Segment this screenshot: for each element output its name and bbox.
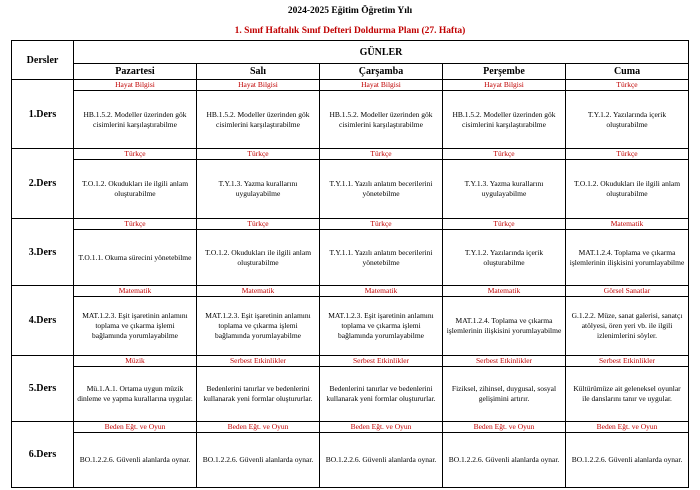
lesson-label: 2.Ders <box>12 149 74 219</box>
objective-text: HB.1.5.2. Modeller üzerinden gök cisimlerini karşılaştırabilme <box>452 109 556 129</box>
plan-cell <box>74 286 197 356</box>
objective-text: BO.1.2.2.6. Güvenli alanlarda oynar. <box>571 455 683 464</box>
lesson-label: 3.Ders <box>12 219 74 286</box>
day-header: Çarşamba <box>320 64 443 80</box>
objective-text: HB.1.5.2. Modeller üzerinden gök cisimlerini karşılaştırabilme <box>206 109 310 129</box>
subject-label: Türkçe <box>320 149 442 160</box>
plan-cell <box>320 356 443 422</box>
plan-cell <box>566 422 689 488</box>
plan-cell <box>443 356 566 422</box>
plan-cell <box>566 80 689 149</box>
subject-label: Hayat Bilgisi <box>320 80 442 91</box>
subject-label: Matematik <box>74 286 196 297</box>
objective-text: HB.1.5.2. Modeller üzerinden gök cisimlerini karşılaştırabilme <box>329 109 433 129</box>
objective-text: T.Y.1.1. Yazılı anlatım becerilerini yönetebilme <box>329 179 433 198</box>
objective-text: MAT.1.2.3. Eşit işaretinin anlamını toplama ve çıkarma işlemi bağlamında yorumlayabilme <box>205 311 311 340</box>
lesson-label: 6.Ders <box>12 422 74 488</box>
objective-text: T.O.1.2. Okudukları ile ilgili anlam oluşturabilme <box>81 179 189 198</box>
plan-cell <box>197 286 320 356</box>
plan-cell <box>197 80 320 149</box>
subject-label: Serbest Etkinlikler <box>566 356 688 367</box>
objective-text: BO.1.2.2.6. Güvenli alanlarda oynar. <box>202 455 314 464</box>
lessons-header: Dersler <box>12 41 74 80</box>
day-header: Pazartesi <box>74 64 197 80</box>
lesson-label: 4.Ders <box>12 286 74 356</box>
subject-label: Serbest Etkinlikler <box>197 356 319 367</box>
lesson-row <box>12 356 689 422</box>
plan-cell <box>320 80 443 149</box>
plan-cell <box>566 219 689 286</box>
subject-label: Matematik <box>320 286 442 297</box>
subject-label: Serbest Etkinlikler <box>320 356 442 367</box>
subject-label: Görsel Sanatlar <box>566 286 688 297</box>
objective-text: Mü.1.A.1. Ortama uygun müzik dinleme ve yapma kurallarına uygular. <box>77 384 193 403</box>
subject-label: Hayat Bilgisi <box>443 80 565 91</box>
lesson-row <box>12 149 689 219</box>
plan-cell <box>443 80 566 149</box>
objective-text: T.Y.1.2. Yazılarında içerik oluşturabilme <box>587 109 667 129</box>
objective-text: G.1.2.2. Müze, sanat galerisi, sanatçı atölyesi, ören yeri vb. ile ilgili izlenimlerini söyler. <box>571 311 683 340</box>
objective-text: Kültürümüze ait geleneksel oyunlar ile danslarını tanır ve uygular. <box>573 384 681 403</box>
day-header: Perşembe <box>443 64 566 80</box>
lesson-label: 1.Ders <box>12 80 74 149</box>
plan-cell <box>197 356 320 422</box>
objective-text: T.Y.1.3. Yazma kurallarını uygulayabilme <box>218 179 298 198</box>
plan-cell <box>443 422 566 488</box>
plan-cell <box>74 356 197 422</box>
days-header: GÜNLER <box>74 41 689 64</box>
subject-label: Beden Eğt. ve Oyun <box>443 422 565 433</box>
lesson-row <box>12 219 689 286</box>
subject-label: Türkçe <box>566 80 688 91</box>
subject-label: Türkçe <box>566 149 688 160</box>
objective-text: BO.1.2.2.6. Güvenli alanlarda oynar. <box>448 455 560 464</box>
plan-cell <box>443 286 566 356</box>
objective-text: MAT.1.2.3. Eşit işaretinin anlamını toplama ve çıkarma işlemi bağlamında yorumlayabilme <box>82 311 188 340</box>
subject-label: Türkçe <box>443 149 565 160</box>
subject-label: Matematik <box>197 286 319 297</box>
lesson-row <box>12 80 689 149</box>
plan-cell <box>74 219 197 286</box>
day-header: Cuma <box>566 64 689 80</box>
subject-label: Beden Eğt. ve Oyun <box>566 422 688 433</box>
plan-cell <box>443 149 566 219</box>
subject-label: Müzik <box>74 356 196 367</box>
objective-text: T.O.1.2. Okudukları ile ilgili anlam oluşturabilme <box>204 247 312 267</box>
objective-text: T.Y.1.1. Yazılı anlatım becerilerini yönetebilme <box>329 247 433 267</box>
lesson-label: 5.Ders <box>12 356 74 422</box>
plan-cell <box>74 80 197 149</box>
subject-label: Matematik <box>443 286 565 297</box>
document-subtitle: 1. Sınıf Haftalık Sınıf Defteri Doldurma Planı (27. Hafta) <box>234 26 466 36</box>
plan-cell <box>443 219 566 286</box>
objective-text: Bedenlerini tanırlar ve bedenlerini kullanarak yeni formlar oluştururlar. <box>203 384 313 403</box>
lesson-row <box>12 286 689 356</box>
objective-text: T.O.1.2. Okudukları ile ilgili anlam oluşturabilme <box>573 179 681 198</box>
subject-label: Türkçe <box>443 219 565 230</box>
objective-text: Bedenlerini tanırlar ve bedenlerini kullanarak yeni formlar oluştururlar. <box>326 384 436 403</box>
subject-label: Türkçe <box>74 149 196 160</box>
plan-cell <box>197 219 320 286</box>
subject-label: Türkçe <box>320 219 442 230</box>
subject-label: Türkçe <box>197 149 319 160</box>
plan-cell <box>566 286 689 356</box>
plan-cell <box>320 219 443 286</box>
objective-text: T.Y.1.3. Yazma kurallarını uygulayabilme <box>464 179 544 198</box>
plan-cell <box>197 149 320 219</box>
plan-cell <box>320 286 443 356</box>
objective-text: MAT.1.2.3. Eşit işaretinin anlamını toplama ve çıkarma işlemi bağlamında yorumlayabilme <box>328 311 434 340</box>
subject-label: Türkçe <box>197 219 319 230</box>
subject-label: Hayat Bilgisi <box>197 80 319 91</box>
objective-text: T.O.1.1. Okuma sürecini yönetebilme <box>78 252 192 262</box>
plan-cell <box>74 422 197 488</box>
subject-label: Beden Eğt. ve Oyun <box>320 422 442 433</box>
objective-text: Fiziksel, zihinsel, duygusal, sosyal gelişimini artırır. <box>451 384 557 403</box>
subject-label: Serbest Etkinlikler <box>443 356 565 367</box>
plan-cell <box>566 356 689 422</box>
plan-cell <box>320 422 443 488</box>
lesson-row <box>12 422 689 488</box>
plan-cell <box>197 422 320 488</box>
day-header: Salı <box>197 64 320 80</box>
objective-text: HB.1.5.2. Modeller üzerinden gök cisimlerini karşılaştırabilme <box>83 109 187 129</box>
objective-text: MAT.1.2.4. Toplama ve çıkarma işlemlerinin ilişkisini yorumlayabilme <box>446 316 562 335</box>
plan-cell <box>320 149 443 219</box>
subject-label: Hayat Bilgisi <box>74 80 196 91</box>
objective-text: MAT.1.2.4. Toplama ve çıkarma işlemlerinin ilişkisini yorumlayabilme <box>569 247 685 267</box>
weekly-plan-table <box>11 40 689 488</box>
objective-text: T.Y.1.2. Yazılarında içerik oluşturabilme <box>464 247 544 267</box>
objective-text: BO.1.2.2.6. Güvenli alanlarda oynar. <box>325 455 437 464</box>
objective-text: BO.1.2.2.6. Güvenli alanlarda oynar. <box>79 455 191 464</box>
document-title: 2024-2025 Eğitim Öğretim Yılı <box>287 6 413 16</box>
subject-label: Türkçe <box>74 219 196 230</box>
subject-label: Matematik <box>566 219 688 230</box>
subject-label: Beden Eğt. ve Oyun <box>197 422 319 433</box>
subject-label: Beden Eğt. ve Oyun <box>74 422 196 433</box>
plan-cell <box>566 149 689 219</box>
plan-cell <box>74 149 197 219</box>
